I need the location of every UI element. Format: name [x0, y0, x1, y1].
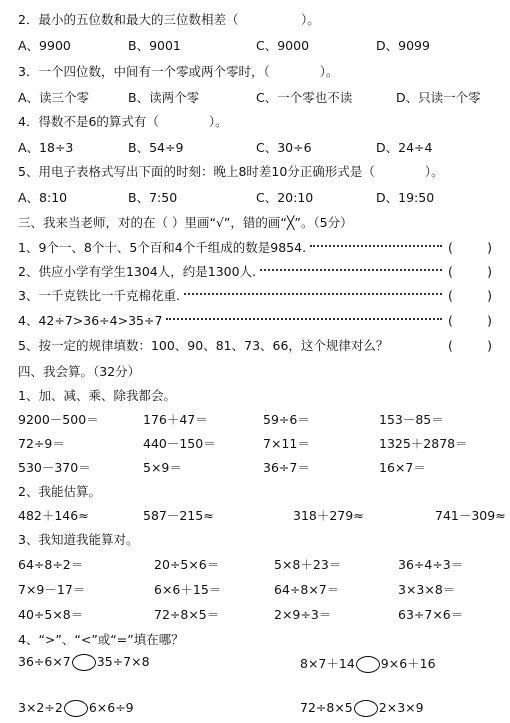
option-c: C、一个零也不读	[256, 90, 353, 105]
calc-row	[18, 605, 463, 623]
calc-item: 20÷5×6＝	[154, 557, 220, 572]
calc-item: 16×7＝	[379, 460, 426, 475]
option-d: D、9099	[376, 38, 430, 53]
calc-item: 36÷4÷3＝	[398, 557, 464, 572]
option-b: B、7:50	[128, 190, 178, 205]
option-b: B、54÷9	[128, 140, 184, 155]
section-4-title: 四、我会算。（32分）	[18, 364, 141, 379]
sub-3-title: 3、我知道我能算对。	[18, 532, 139, 547]
answer-parens[interactable]: ( )	[448, 337, 492, 353]
dotted-leader	[166, 318, 442, 320]
calc-row	[18, 410, 444, 428]
option-d: D、24÷4	[376, 140, 433, 155]
compare-item: 72÷8×5 2×3×9	[300, 700, 424, 715]
judge-item	[18, 311, 492, 329]
option-c: C、30÷6	[256, 140, 312, 155]
calc-item: 40÷5×8＝	[18, 607, 84, 622]
question-3: 3．一个四位数，中间有一个零或两个零时，（ ）。	[18, 64, 339, 79]
calc-row	[18, 555, 463, 573]
answer-parens[interactable]: ( )	[448, 239, 492, 255]
option-d: D、19:50	[376, 190, 435, 205]
sub-2-title: 2、我能估算。	[18, 484, 101, 499]
compare-blank[interactable]	[72, 654, 96, 671]
calc-item: 153－85＝	[379, 412, 444, 427]
calc-item: 530－370＝	[18, 460, 91, 475]
compare-item: 8×7＋14 9×6＋16	[300, 656, 436, 671]
question-5-options	[18, 188, 488, 206]
question-4-options	[18, 138, 488, 156]
option-a: A、9900	[18, 38, 71, 53]
answer-parens[interactable]: ( )	[448, 287, 492, 303]
compare-blank[interactable]	[354, 700, 378, 717]
judge-item	[18, 336, 492, 354]
dotted-leader	[184, 293, 442, 295]
calc-item: 7×9－17＝	[18, 582, 86, 597]
calc-item: 176＋47＝	[143, 412, 208, 427]
compare-item: 3×2÷2 6×6÷9	[18, 700, 134, 715]
judge-item	[18, 286, 492, 304]
calc-item: 64÷8÷2＝	[18, 557, 84, 572]
calc-item: 9200－500＝	[18, 412, 99, 427]
answer-parens[interactable]: ( )	[448, 263, 492, 279]
calc-item: 6×6＋15＝	[154, 582, 222, 597]
calc-item: 72÷9＝	[18, 436, 65, 451]
dotted-leader	[310, 245, 442, 247]
question-5: 5、用电子表格式写出下面的时刻：晚上8时差10分正确形式是（ ）。	[18, 164, 444, 179]
judge-text: 1、9个一、8个十、5个百和4个千组成的数是9854.	[18, 240, 307, 255]
calc-item: 440－150＝	[143, 436, 216, 451]
calc-item: 318＋279≈	[293, 508, 364, 523]
section-3-title: 三、我来当老师，对的在（ ）里画“√”，错的画“╳”。（5分）	[18, 215, 353, 230]
judge-text: 3、一千克铁比一千克棉花重.	[18, 288, 180, 303]
question-2-options	[18, 36, 488, 54]
option-d: D、只读一个零	[396, 90, 481, 105]
calc-row	[18, 434, 468, 452]
judge-item	[18, 262, 492, 280]
answer-parens[interactable]: ( )	[448, 312, 492, 328]
question-3-options	[18, 88, 488, 106]
calc-item: 63÷7×6＝	[398, 607, 464, 622]
option-a: A、8:10	[18, 190, 68, 205]
compare-blank[interactable]	[64, 700, 88, 717]
calc-item: 482＋146≈	[18, 508, 89, 523]
calc-item: 587－215≈	[143, 508, 214, 523]
calc-item: 36÷7＝	[263, 460, 310, 475]
calc-item: 5×8＋23＝	[274, 557, 342, 572]
calc-item: 59÷6＝	[263, 412, 310, 427]
calc-row	[18, 458, 426, 476]
dotted-leader	[260, 269, 442, 271]
calc-row	[18, 580, 455, 598]
judge-text: 4、42÷7>36÷4>35÷7	[18, 313, 163, 328]
option-c: C、20:10	[256, 190, 314, 205]
question-2: 2．最小的五位数和最大的三位数相差（ ）。	[18, 12, 320, 27]
calc-item: 2×9÷3＝	[274, 607, 332, 622]
estimate-row	[18, 506, 506, 524]
judge-text: 5、按一定的规律填数：100、90、81、73、66，这个规律对么？	[18, 338, 389, 353]
calc-item: 72÷8×5＝	[154, 607, 220, 622]
sub-4-title: 4、“>”、“<”或“=”填在哪？	[18, 632, 184, 647]
calc-item: 7×11＝	[263, 436, 310, 451]
calc-item: 3×3×8＝	[398, 582, 456, 597]
sub-1-title: 1、加、减、乘、除我都会。	[18, 388, 176, 403]
option-b: B、9001	[128, 38, 181, 53]
option-a: A、读三个零	[18, 90, 90, 105]
option-c: C、9000	[256, 38, 310, 53]
option-b: B、读两个零	[128, 90, 200, 105]
calc-item: 5×9＝	[143, 460, 182, 475]
compare-item: 36÷6×7 35÷7×8	[18, 654, 150, 669]
calc-item: 741－309≈	[435, 508, 506, 523]
judge-text: 2、供应小学有学生1304人，约是1300人.	[18, 264, 257, 279]
option-a: A、18÷3	[18, 140, 74, 155]
calc-item: 1325＋2878＝	[379, 436, 468, 451]
question-4: 4．得数不是6的算式有（ ）。	[18, 114, 228, 129]
judge-item	[18, 238, 492, 256]
calc-item: 64÷8×7＝	[274, 582, 340, 597]
compare-blank[interactable]	[356, 656, 380, 673]
